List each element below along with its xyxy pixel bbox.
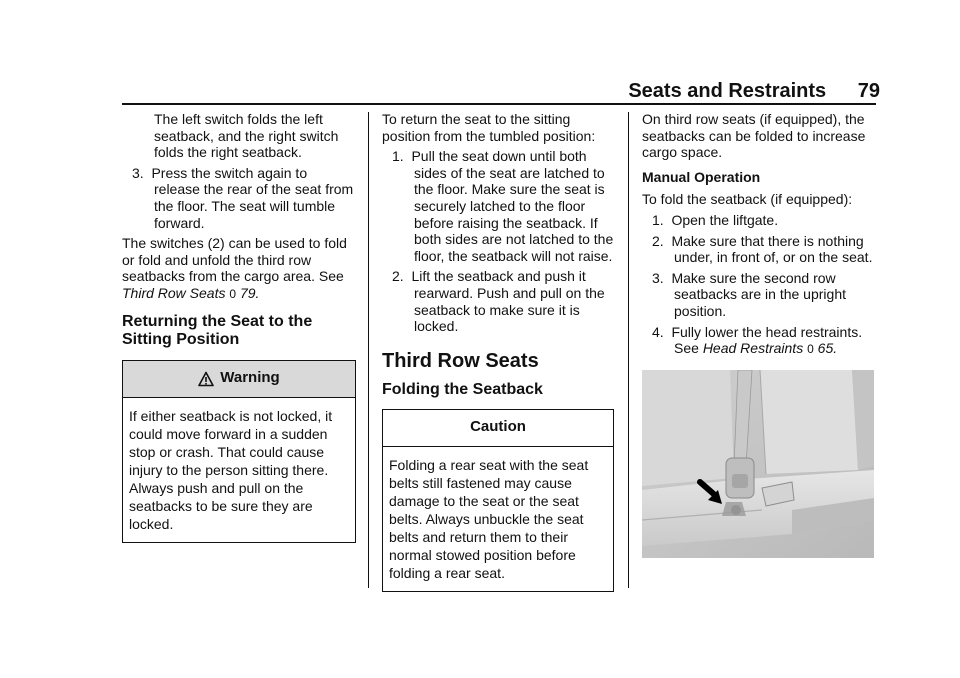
column-1 bbox=[122, 111, 356, 543]
step-1 bbox=[642, 212, 880, 229]
switches-paragraph bbox=[122, 235, 356, 302]
manual-operation-heading: Manual Operation bbox=[642, 168, 761, 185]
return-intro: To return the seat to the sitting position from the tumbled position: bbox=[382, 111, 596, 144]
step-text: Fully lower the head restraints. See bbox=[671, 323, 863, 357]
step-text: Pull the seat down until both sides of the seat are latched to the floor. Make sure the seat is securely latched to the floor before raising the seatback. If both sides are not latched to the floor, the seatback will not raise. bbox=[411, 148, 614, 264]
warning-box bbox=[122, 360, 356, 543]
column-divider-1 bbox=[368, 112, 369, 588]
heading-returning-seat: Returning the Seat to the Sitting Position bbox=[122, 312, 313, 348]
page-ref-number[interactable]: 79. bbox=[239, 284, 260, 301]
switches-text: The switches (2) can be used to fold or fold and unfold the third row seatbacks from the cargo area. See bbox=[122, 235, 347, 285]
step-text: Press the switch again to release the rear of the seat from the floor. The seat will tumble forward. bbox=[151, 164, 354, 231]
step-2 bbox=[382, 268, 614, 334]
warning-triangle-icon bbox=[198, 371, 214, 387]
caution-label: Caution bbox=[470, 418, 526, 436]
step-text: Make sure that there is nothing under, in front of, or on the seat. bbox=[671, 232, 873, 266]
heading-folding-seatback: Folding the Seatback bbox=[382, 380, 543, 398]
caution-box bbox=[382, 409, 614, 592]
step-number: 1. bbox=[392, 148, 404, 165]
third-row-seats-link[interactable]: Third Row Seats bbox=[122, 284, 226, 301]
step-number: 3. bbox=[132, 164, 144, 181]
step-2 bbox=[642, 233, 880, 266]
page-number: 79 bbox=[857, 80, 880, 102]
header-rule bbox=[122, 103, 876, 105]
step-1 bbox=[382, 148, 614, 264]
column-3 bbox=[642, 111, 880, 558]
head-restraints-link[interactable]: Head Restraints bbox=[702, 340, 804, 357]
step-text: Open the liftgate. bbox=[671, 211, 779, 228]
step-4 bbox=[642, 324, 880, 358]
column-divider-2 bbox=[628, 112, 629, 588]
step-number: 4. bbox=[652, 323, 664, 340]
step-text: Lift the seatback and push it rearward. Push and pull on the seatback to make sure it is locked. bbox=[411, 268, 605, 335]
column-2 bbox=[382, 111, 614, 592]
page-ref-symbol: 0 bbox=[229, 286, 237, 301]
step-number: 2. bbox=[652, 232, 664, 249]
fold-intro: To fold the seatback (if equipped): bbox=[642, 191, 853, 208]
step-text: Make sure the second row seatbacks are in the upright position. bbox=[671, 269, 846, 319]
step-number: 2. bbox=[392, 268, 404, 285]
warning-header bbox=[123, 361, 355, 398]
step-3 bbox=[642, 270, 880, 320]
page-ref-symbol: 0 bbox=[807, 342, 814, 357]
caution-text: Folding a rear seat with the seat belts still fastened may cause damage to the seat or the seat belts. Always unbuckle the seat belts and return them to their normal stowed position before folding a rear seat. bbox=[389, 456, 589, 581]
section-title: Seats and Restraints bbox=[628, 80, 827, 102]
seat-belt-illustration bbox=[642, 370, 874, 558]
warning-text: If either seatback is not locked, it could move forward in a sudden stop or crash. That could cause injury to the person sitting there. Always push and pull on the seatbacks to be sure they are locked. bbox=[129, 407, 333, 532]
heading-third-row-seats: Third Row Seats bbox=[382, 349, 539, 372]
step-3 bbox=[122, 165, 356, 231]
step-number: 3. bbox=[652, 269, 664, 286]
caution-header bbox=[383, 410, 613, 447]
third-row-intro: On third row seats (if equipped), the seatbacks can be folded to increase cargo space. bbox=[642, 111, 866, 161]
step-2-continuation: The left switch folds the left seatback, and the right switch folds the right seatback. bbox=[154, 111, 339, 161]
page-header bbox=[628, 80, 880, 103]
warning-label: Warning bbox=[220, 369, 280, 387]
step-number: 1. bbox=[652, 211, 664, 228]
page-ref-number[interactable]: 65. bbox=[817, 340, 838, 357]
